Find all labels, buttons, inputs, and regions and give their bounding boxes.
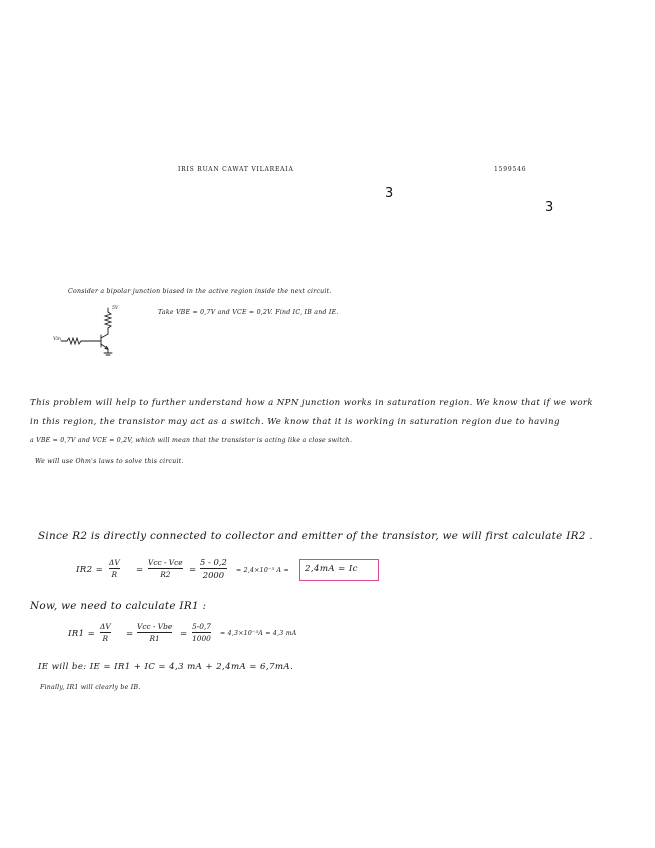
fraction-bar — [192, 632, 211, 633]
explanation-line: a VBE = 0,7V and VCE = 0,2V, which will mean that the transistor is acting like a close switch. — [30, 437, 353, 444]
circuit-diagram — [45, 304, 125, 364]
eq2-fraction — [100, 622, 111, 643]
eq1-fraction — [200, 557, 227, 580]
eq1-fraction-numerator: 5 - 0,2 — [200, 557, 227, 567]
explanation-line: This problem will help to further understand how a NPN junction works in saturation region. We know that if we work — [30, 398, 594, 408]
eq2-fraction-denominator: 1000 — [192, 634, 211, 643]
collector-resistor — [105, 312, 111, 328]
eq1-fraction — [109, 558, 120, 579]
explanation-line: We will use Ohm's laws to solve this circuit. — [35, 458, 184, 465]
eq2-fraction-denominator: R — [102, 634, 109, 643]
eq2-fraction-numerator: Vcc - Vbe — [137, 622, 173, 631]
eq2-fraction-denominator: R1 — [149, 634, 160, 643]
equals-sign: = — [136, 565, 144, 575]
equals-sign: = — [180, 629, 188, 639]
conclusion-line: Finally, IR1 will clearly be IB. — [40, 684, 141, 691]
base-resistor — [67, 338, 81, 344]
eq1-lhs: IR2 = — [76, 565, 104, 575]
eq1-fraction — [148, 558, 183, 579]
eq2-fraction — [137, 622, 172, 643]
fraction-bar — [100, 632, 111, 633]
eq1-result: = 2,4×10⁻³ A = — [236, 567, 289, 574]
page-mark: 3 — [385, 186, 394, 201]
fraction-bar — [137, 632, 172, 633]
page-mark: 3 — [545, 200, 554, 215]
transistor-collector — [101, 334, 108, 338]
problem-given: Take VBE = 0,7V and VCE = 0,2V. Find IC, IB and IE. — [158, 309, 339, 316]
eq1-fraction-denominator: R2 — [160, 570, 171, 579]
eq1-fraction-denominator: R — [111, 570, 118, 579]
vcc-label: 5V — [112, 306, 119, 311]
eq2-result: = 4,3×10⁻³A = 4,3 mA — [220, 630, 297, 637]
step2-heading: Now, we need to calculate IR1 : — [30, 600, 207, 612]
problem-statement: Consider a bipolar junction biased in the active region inside the next circuit. — [68, 288, 332, 295]
fraction-bar — [200, 568, 227, 569]
eq1-fraction-denominator: 2000 — [202, 570, 225, 580]
eq2-fraction-numerator: ΔV — [100, 622, 111, 631]
eq1-fraction-numerator: Vcc - Vce — [148, 558, 183, 567]
eq1-fraction-numerator: ΔV — [109, 558, 120, 567]
eq2-lhs: IR1 = — [68, 629, 96, 639]
vin-label: Vin — [53, 337, 62, 342]
student-id: 1599546 — [494, 166, 527, 173]
equals-sign: = — [189, 565, 197, 575]
fraction-bar — [109, 568, 120, 569]
fraction-bar — [148, 568, 183, 569]
author-name: IRIS RUAN CAWAT VILAREAIA — [178, 166, 294, 173]
eq1-boxed-answer: 2,4mA = Ic — [305, 564, 358, 574]
eq2-fraction — [192, 622, 211, 643]
solution-intro: Since R2 is directly connected to collector and emitter of the transistor, we will first calculate IR2 . — [38, 530, 593, 542]
equals-sign: = — [126, 629, 134, 639]
eq2-fraction-numerator: 5-0,7 — [192, 622, 211, 631]
ie-calculation: IE will be: IE = IR1 + IC = 4,3 mA + 2,4mA = 6,7mA. — [38, 662, 294, 672]
explanation-line: in this region, the transistor may act as a switch. We know that it is working in saturation region due to having — [30, 417, 560, 427]
